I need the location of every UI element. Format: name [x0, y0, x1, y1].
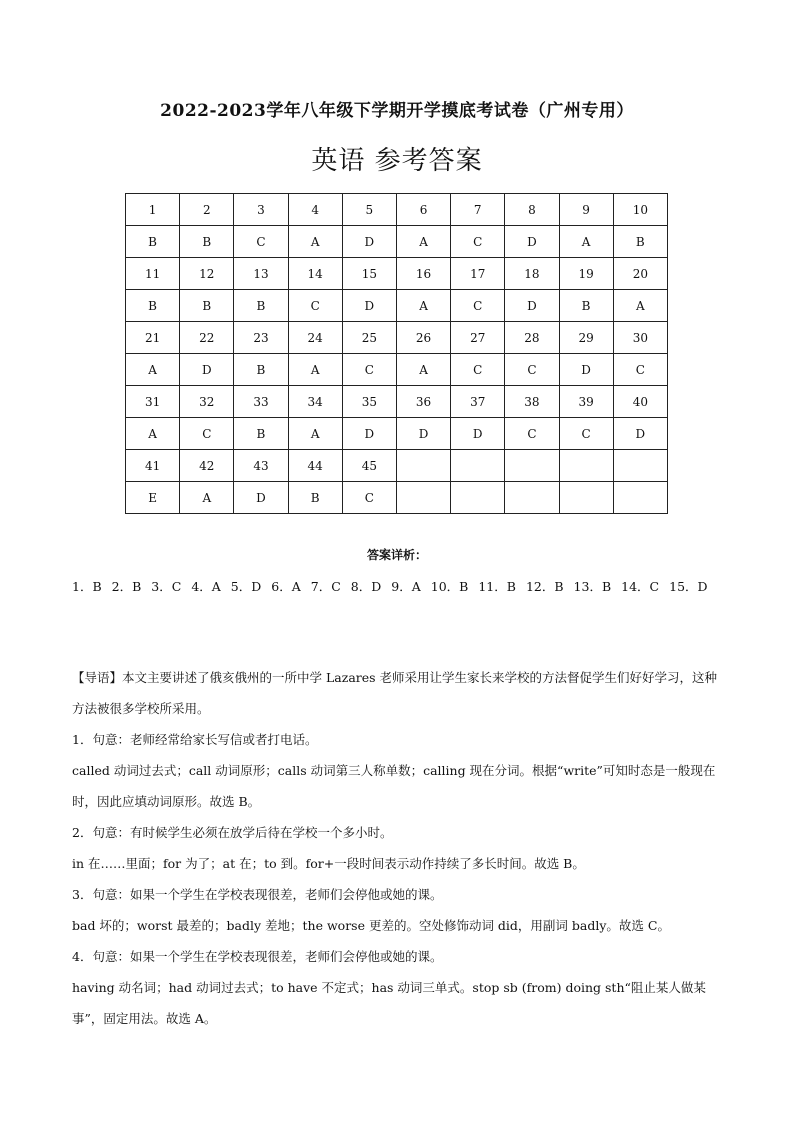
question-number-cell: 39 — [559, 386, 613, 418]
question-number-cell: 19 — [559, 258, 613, 290]
question-number-cell: 2 — [180, 194, 234, 226]
answer-row — [126, 418, 668, 450]
question-number-cell: 28 — [505, 322, 559, 354]
exam-subtitle: 英语 参考答案 — [311, 146, 483, 176]
question-number-cell: 27 — [451, 322, 505, 354]
q4-analysis: having 动名词；had 动词过去式；to have 不定式；has 动词三单式。stop sb (from) doing sth“阻止某人做某事”，固定用法。故选 A。 — [72, 980, 706, 1026]
question-number-row — [126, 322, 668, 354]
answer-cell: A — [288, 226, 342, 258]
question-number-cell — [451, 450, 505, 482]
question-number-cell: 24 — [288, 322, 342, 354]
answer-cell: D — [342, 226, 396, 258]
answer-cell: B — [288, 482, 342, 514]
answer-cell: B — [234, 290, 288, 322]
answer-cell: C — [505, 354, 559, 386]
question-number-cell: 15 — [342, 258, 396, 290]
quick-answer: 4．A — [191, 579, 221, 594]
answer-cell: B — [234, 418, 288, 450]
question-number-cell: 33 — [234, 386, 288, 418]
quick-answer: 5．D — [230, 579, 262, 594]
quick-answer: 3．C — [151, 579, 182, 594]
question-number-cell: 43 — [234, 450, 288, 482]
answer-row — [126, 290, 668, 322]
answer-cell: D — [180, 354, 234, 386]
answer-cell: B — [613, 226, 667, 258]
question-number-cell: 32 — [180, 386, 234, 418]
answer-cell — [451, 482, 505, 514]
question-number-cell: 23 — [234, 322, 288, 354]
answer-cell — [559, 482, 613, 514]
question-number-row — [126, 450, 668, 482]
quick-answers — [72, 572, 732, 601]
question-number-cell: 18 — [505, 258, 559, 290]
q2-meaning: 2．句意：有时候学生必须在放学后待在学校一个多小时。 — [72, 825, 393, 840]
question-number-cell: 16 — [396, 258, 450, 290]
answer-cell: C — [234, 226, 288, 258]
intro-paragraph: 【导语】本文主要讲述了俄亥俄州的一所中学 Lazares 老师采用让学生家长来学校的方法督促学生们好好学习，这种方法被很多学校所采用。 — [72, 670, 718, 716]
quick-answer: 12．B — [525, 579, 564, 594]
answer-cell: C — [505, 418, 559, 450]
answer-cell: D — [451, 418, 505, 450]
answer-cell: A — [396, 290, 450, 322]
question-number-cell: 26 — [396, 322, 450, 354]
exam-title: 2022-2023学年八年级下学期开学摸底考试卷（广州专用） — [160, 101, 634, 121]
answer-cell: A — [288, 354, 342, 386]
quick-answer: 11．B — [478, 579, 516, 594]
answer-cell: A — [396, 354, 450, 386]
question-number-cell: 29 — [559, 322, 613, 354]
answer-cell: D — [396, 418, 450, 450]
question-number-cell: 37 — [451, 386, 505, 418]
question-number-cell: 12 — [180, 258, 234, 290]
quick-answer: 14．C — [621, 579, 660, 594]
explanation-body — [72, 662, 724, 1034]
question-number-cell: 6 — [396, 194, 450, 226]
question-number-row — [126, 258, 668, 290]
answer-row — [126, 226, 668, 258]
question-number-cell: 17 — [451, 258, 505, 290]
answer-cell: C — [180, 418, 234, 450]
question-number-cell — [559, 450, 613, 482]
question-number-cell: 1 — [126, 194, 180, 226]
question-number-cell: 36 — [396, 386, 450, 418]
answer-cell — [396, 482, 450, 514]
answer-cell: C — [451, 354, 505, 386]
answer-cell: B — [126, 290, 180, 322]
question-number-cell: 34 — [288, 386, 342, 418]
question-number-cell: 14 — [288, 258, 342, 290]
question-number-cell: 7 — [451, 194, 505, 226]
question-number-cell — [505, 450, 559, 482]
answer-cell: E — [126, 482, 180, 514]
question-number-cell: 22 — [180, 322, 234, 354]
quick-answer: 7．C — [310, 579, 341, 594]
quick-answer: 8．D — [350, 579, 382, 594]
question-number-cell: 31 — [126, 386, 180, 418]
question-number-cell: 25 — [342, 322, 396, 354]
question-number-cell: 35 — [342, 386, 396, 418]
question-number-row — [126, 386, 668, 418]
answer-cell: C — [288, 290, 342, 322]
question-number-cell: 5 — [342, 194, 396, 226]
answer-cell: C — [559, 418, 613, 450]
question-number-cell — [396, 450, 450, 482]
question-number-cell: 42 — [180, 450, 234, 482]
answer-cell: A — [288, 418, 342, 450]
answer-cell: C — [451, 290, 505, 322]
q1-meaning: 1．句意：老师经常给家长写信或者打电话。 — [72, 732, 318, 747]
quick-answer: 15．D — [669, 579, 708, 594]
question-number-cell: 38 — [505, 386, 559, 418]
quick-answer: 10．B — [430, 579, 469, 594]
quick-answer: 9．A — [391, 579, 421, 594]
question-number-cell: 13 — [234, 258, 288, 290]
answer-cell: A — [126, 418, 180, 450]
question-number-cell: 21 — [126, 322, 180, 354]
answer-cell — [505, 482, 559, 514]
q1-analysis: called 动词过去式；call 动词原形；calls 动词第三人称单数；calling 现在分词。根据“write”可知时态是一般现在时，因此应填动词原形。故选 B。 — [72, 763, 716, 809]
quick-answer: 1．B — [72, 579, 102, 594]
answer-cell: D — [559, 354, 613, 386]
q2-analysis: in 在……里面；for 为了；at 在；to 到。for+一段时间表示动作持续了多长时间。故选 B。 — [72, 856, 585, 871]
q3-meaning: 3．句意：如果一个学生在学校表现很差，老师们会停他或她的课。 — [72, 887, 443, 902]
question-number-cell: 11 — [126, 258, 180, 290]
q4-meaning: 4．句意：如果一个学生在学校表现很差，老师们会停他或她的课。 — [72, 949, 443, 964]
question-number-cell: 10 — [613, 194, 667, 226]
quick-answer: 13．B — [573, 579, 612, 594]
question-number-cell: 8 — [505, 194, 559, 226]
answer-cell: C — [342, 354, 396, 386]
answer-cell: B — [559, 290, 613, 322]
answer-cell: D — [234, 482, 288, 514]
answer-cell — [613, 482, 667, 514]
answer-cell: D — [342, 290, 396, 322]
answer-row — [126, 482, 668, 514]
answer-table — [125, 193, 668, 514]
quick-answer: 2．B — [111, 579, 142, 594]
answer-cell: C — [613, 354, 667, 386]
answer-cell: A — [180, 482, 234, 514]
answer-cell: D — [505, 226, 559, 258]
question-number-cell: 30 — [613, 322, 667, 354]
question-number-cell: 45 — [342, 450, 396, 482]
answer-row — [126, 354, 668, 386]
question-number-cell: 9 — [559, 194, 613, 226]
question-number-cell: 20 — [613, 258, 667, 290]
question-number-cell: 44 — [288, 450, 342, 482]
answer-cell: D — [613, 418, 667, 450]
q3-analysis: bad 坏的；worst 最差的；badly 差地；the worse 更差的。空处修饰动词 did，用副词 badly。故选 C。 — [72, 918, 670, 933]
question-number-cell: 4 — [288, 194, 342, 226]
answer-cell: D — [505, 290, 559, 322]
answer-cell: C — [342, 482, 396, 514]
answer-cell: B — [180, 226, 234, 258]
question-number-cell: 3 — [234, 194, 288, 226]
question-number-cell: 40 — [613, 386, 667, 418]
answer-cell: A — [559, 226, 613, 258]
detail-heading: 答案详析： — [366, 548, 427, 562]
question-number-cell: 41 — [126, 450, 180, 482]
answer-cell: D — [342, 418, 396, 450]
answer-cell: A — [396, 226, 450, 258]
answer-cell: A — [126, 354, 180, 386]
question-number-cell — [613, 450, 667, 482]
answer-cell: B — [234, 354, 288, 386]
answer-cell: B — [180, 290, 234, 322]
question-number-row — [126, 194, 668, 226]
answer-cell: A — [613, 290, 667, 322]
answer-cell: B — [126, 226, 180, 258]
answer-cell: C — [451, 226, 505, 258]
quick-answer: 6．A — [271, 579, 301, 594]
